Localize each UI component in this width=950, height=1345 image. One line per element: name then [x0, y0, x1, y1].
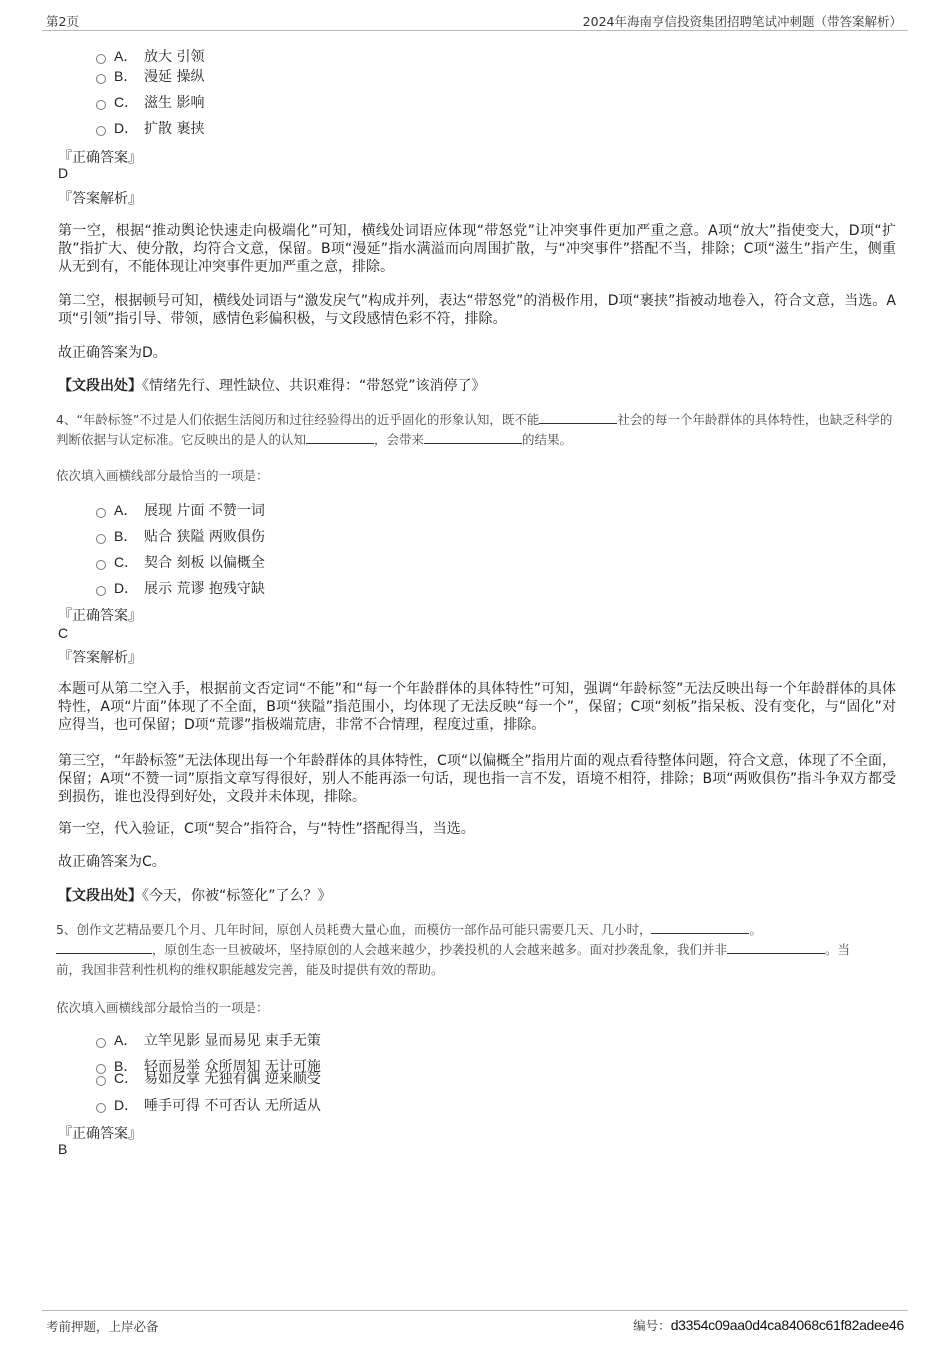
q3-source: 【文段出处】《情绪先行、理性缺位、共识难得：“带怒党”该消停了》 [58, 378, 486, 394]
blank-1 [539, 411, 617, 424]
radio-icon[interactable] [96, 560, 106, 570]
q4-stem: 4、“年龄标签”不过是人们依据生活阅历和过往经验得出的近乎固化的形象认知，既不能 社会的每一个年龄群体的具体特性，也缺乏科学的判断依据与认定标准。它反映出的是人的认知 ，会带来 的结果。 [56, 412, 893, 447]
page-header [42, 8, 908, 31]
q5-option-c[interactable]: C． 易如反掌 无独有偶 逆来顺受 [96, 1068, 321, 1088]
radio-icon[interactable] [96, 534, 106, 544]
q4-source: 【文段出处】《今天，你被“标签化”了么？》 [58, 888, 332, 904]
page-footer [42, 1310, 908, 1335]
radio-icon[interactable] [96, 100, 106, 110]
document-title: 2024年海南亨信投资集团招聘笔试冲刺题（带答案解析） [582, 14, 902, 29]
footer-slogan: 考前押题，上岸必备 [46, 1319, 159, 1334]
radio-icon[interactable] [96, 1038, 106, 1048]
radio-icon[interactable] [96, 54, 106, 64]
q4-analysis-para-3: 第一空，代入验证，C项“契合”指符合，与“特性”搭配得当，当选。 [58, 821, 475, 837]
analysis-label: 『答案解析』 [58, 650, 142, 666]
radio-icon[interactable] [96, 508, 106, 518]
radio-icon[interactable] [96, 1076, 106, 1086]
q4-option-a[interactable]: A． 展现 片面 不赞一词 [96, 500, 265, 520]
q3-analysis-para-2: 第二空，根据顿号可知，横线处词语与“激发戾气”构成并列，表达“带怒党”的消极作用，D项“裹挟”指被动地卷入，符合文意，当选。A项“引领”指引导、带领，感情色彩偏积极，与文段感情色彩不符，排除。 [58, 293, 896, 327]
blank-2 [306, 431, 374, 444]
blank-3 [424, 431, 522, 444]
q5-option-b[interactable]: B． 轻而易举 众所周知 无计可施 [96, 1056, 321, 1076]
q4-option-d[interactable]: D． 展示 荒谬 抱残守缺 [96, 578, 265, 598]
q4-option-b[interactable]: B． 贴合 狭隘 两败俱伤 [96, 526, 265, 546]
q4-option-c[interactable]: C． 契合 刻板 以偏概全 [96, 552, 265, 572]
q5-option-d[interactable]: D． 唾手可得 不可否认 无所适从 [96, 1095, 321, 1115]
q3-option-d[interactable]: D． 扩散 裹挟 [96, 118, 204, 138]
q3-option-b[interactable]: B． 漫延 操纵 [96, 66, 204, 86]
radio-icon[interactable] [96, 1103, 106, 1113]
q5-prompt: 依次填入画横线部分最恰当的一项是： [56, 1000, 269, 1015]
q4-answer: C [58, 625, 69, 641]
q5-answer: B [58, 1141, 68, 1157]
q5-option-a[interactable]: A． 立竿见影 显而易见 束手无策 [96, 1030, 321, 1050]
radio-icon[interactable] [96, 126, 106, 136]
blank-2 [56, 941, 152, 954]
q3-answer: D [58, 165, 69, 181]
q5-stem: 5、创作文艺精品要几个月、几年时间，原创人员耗费大量心血，而模仿一部作品可能只需要几天、几小时， 。 ，原创生态一旦被破坏，坚持原创的人会越来越少，抄袭投机的人会越来越多。面对抄袭乱象，我们并非 。当 前，我国非营利性机构的维权职能越发完善，能及时提供有效的帮助。 [56, 922, 851, 977]
q4-analysis-para-2: 第三空，“年龄标签”无法体现出每一个年龄群体的具体特性，C项“以偏概全”指用片面的观点看待整体问题，符合文意，体现了不全面，保留；A项“不赞一词”原指文章写得很好，别人不能再添一句话，现也指一言不发，语境不相符，排除；B项“两败俱伤”指斗争双方都受到损伤，谁也没得到好处，文段并未体现，排除。 [58, 753, 896, 805]
q3-option-a[interactable]: A． 放大 引领 [96, 46, 204, 66]
q4-analysis-para-1: 本题可从第二空入手，根据前文否定词“不能”和“每一个年龄群体的具体特性”可知，强调“年龄标签”无法反映出每一个年龄群体的具体特性，A项“片面”体现了不全面，B项“狭隘”指范围小，均体现了无法反映“每一个”，保留；C项“刻板”指呆板、没有变化，与“固化”对应得当，也可保留；D项“荒谬”指极端荒唐，非常不合情理，程度过重，排除。 [58, 681, 896, 733]
page-number: 第2页 [46, 14, 79, 29]
correct-answer-label: 『正确答案』 [58, 150, 142, 166]
q4-analysis-conclusion: 故正确答案为C。 [58, 854, 166, 870]
q3-analysis-conclusion: 故正确答案为D。 [58, 345, 167, 361]
q3-analysis-para-1: 第一空，根据“推动舆论快速走向极端化”可知，横线处词语应体现“带怒党”让冲突事件更加严重之意。A项“放大”指使变大，D项“扩散”指扩大、使分散，均符合文意，保留。B项“漫延”指水满溢而向周围扩散，与“冲突事件”搭配不当，排除；C项“滋生”指产生，侧重从无到有，不能体现让冲突事件更加严重之意，排除。 [58, 223, 896, 275]
q4-prompt: 依次填入画横线部分最恰当的一项是： [56, 468, 269, 483]
blank-1 [651, 921, 749, 934]
blank-3 [727, 941, 825, 954]
q3-option-c[interactable]: C． 滋生 影响 [96, 92, 204, 112]
document-code: 编号：d3354c09aa0d4ca84068c61f82adee46 [633, 1317, 904, 1333]
radio-icon[interactable] [96, 74, 106, 84]
correct-answer-label: 『正确答案』 [58, 1126, 142, 1142]
correct-answer-label: 『正确答案』 [58, 608, 142, 624]
analysis-label: 『答案解析』 [58, 191, 142, 207]
radio-icon[interactable] [96, 586, 106, 596]
